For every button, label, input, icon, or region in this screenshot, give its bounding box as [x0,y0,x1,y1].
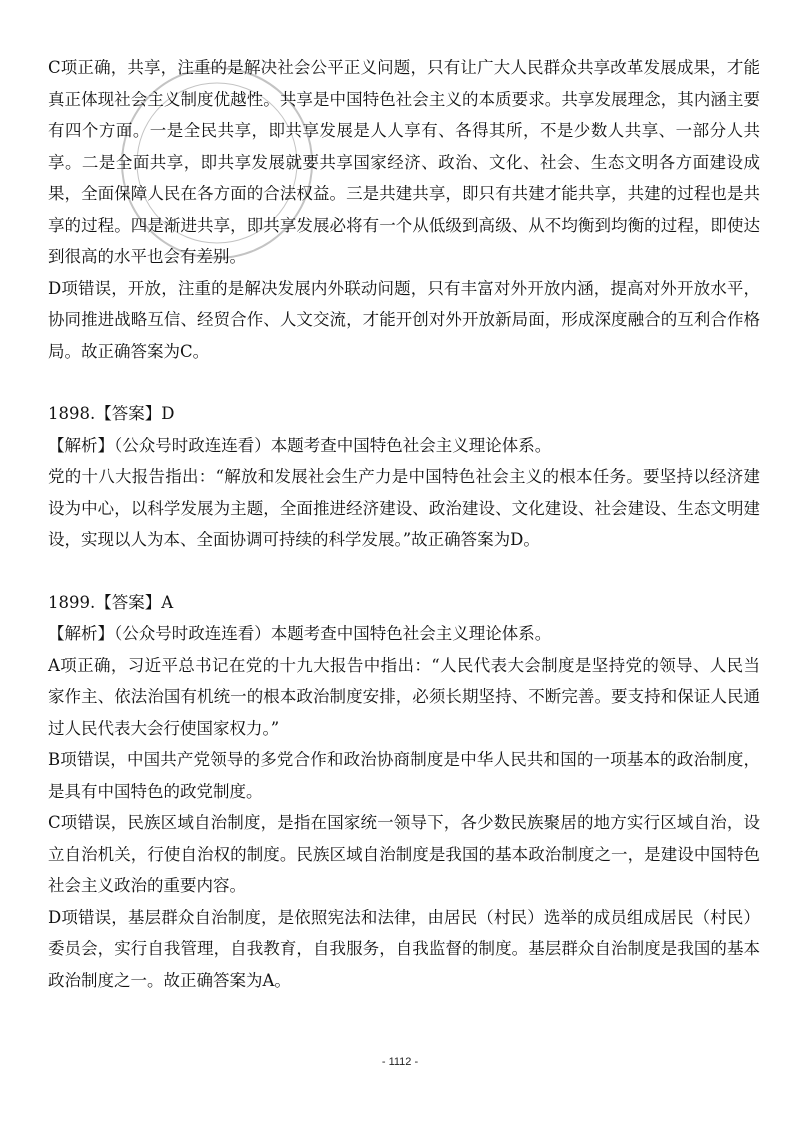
option-c-explanation-1899: C项错误，民族区域自治制度，是指在国家统一领导下，各少数民族聚居的地方实行区域自治，设立自治机关，行使自治权的制度。民族区域自治制度是我国的基本政治制度之一，是建设中国特色社会主义政治的重要内容。 [48,813,760,895]
question-1898-analysis: 【解析】（公众号时政连连看）本题考查中国特色社会主义理论体系。 [48,435,552,455]
option-d-explanation-1899: D项错误，基层群众自治制度，是依照宪法和法律，由居民（村民）选举的成员组成居民（村民）委员会，实行自我管理，自我教育，自我服务，自我监督的制度。基层群众自治制度是我国的基本政治制度之一。故正确答案为A。 [48,907,760,990]
question-1898-body: 党的十八大报告指出：“解放和发展社会生产力是中国特色社会主义的根本任务。要坚持以经济建设为中心，以科学发展为主题，全面推进经济建设、政治建设、文化建设、社会建设、生态文明建设，实现以人为本、全面协调可持续的科学发展。”故正确答案为D。 [48,467,760,549]
option-a-explanation-1899: A项正确，习近平总书记在党的十九大报告中指出：“人民代表大会制度是坚持党的领导、人民当家作主、依法治国有机统一的根本政治制度安排，必须长期坚持、不断完善。要支持和保证人民通过人民代表大会行使国家权力。” [48,655,760,738]
question-1898-answer: 1898.【答案】D [48,404,175,423]
option-c-explanation-1897: C项正确，共享，注重的是解决社会公平正义问题，只有让广大人民群众共享改革发展成果，才能真正体现社会主义制度优越性。共享是中国特色社会主义的本质要求。共享发展理念，其内涵主要有四个方面。一是全民共享，即共享发展是人人享有、各得其所，不是少数人共享、一部分人共享。二是全面共享，即共享发展就要共享国家经济、政治、文化、社会、生态文明各方面建设成果，全面保障人民在各方面的合法权益。三是共建共享，即只有共建才能共享，共建的过程也是共享的过程。四是渐进共享，即共享发展必将有一个从低级到高级、从不均衡到均衡的过程，即使达到很高的水平也会有差别。 [48,58,760,266]
page-number: - 1112 - [381,1056,419,1068]
question-1899-answer: 1899.【答案】A [48,592,174,612]
document-page [48,52,760,996]
option-d-explanation-1897: D项错误，开放，注重的是解决发展内外联动问题，只有丰富对外开放内涵，提高对外开放水平，协同推进战略互信、经贸合作、人文交流，才能开创对外开放新局面，形成深度融合的互利合作格局。故正确答案为C。 [48,278,760,361]
question-1899-analysis: 【解析】（公众号时政连连看）本题考查中国特色社会主义理论体系。 [48,624,552,643]
option-b-explanation-1899: B项错误，中国共产党领导的多党合作和政治协商制度是中华人民共和国的一项基本的政治制度，是具有中国特色的政党制度。 [48,750,760,801]
